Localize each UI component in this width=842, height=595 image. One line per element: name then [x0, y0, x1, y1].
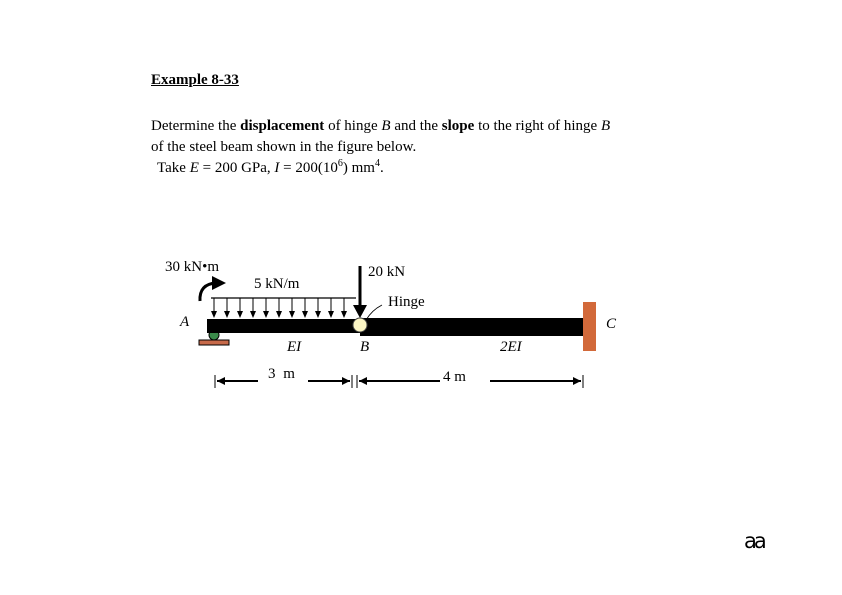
ei-right-label: 2EI — [500, 339, 522, 355]
hinge-label: Hinge — [388, 294, 425, 310]
keyword-slope: slope — [441, 118, 475, 134]
moment-arrowhead — [212, 276, 226, 290]
ei-left-label: EI — [287, 339, 302, 355]
hinge-leader — [366, 305, 382, 320]
distributed-load-arrows — [211, 298, 347, 318]
support-c-label: C — [606, 316, 617, 332]
ground-plate — [199, 340, 229, 345]
distributed-load-label: 5 kN/m — [254, 276, 300, 292]
problem-line-2: of the steel beam shown in the figure below. — [151, 139, 417, 155]
beam-segment-ab — [207, 319, 360, 333]
moment-label: 30 kN•m — [165, 259, 220, 275]
problem-line-3: Take E = 200 GPa, $I = 200(10^6)$ $mm^4$. — [157, 158, 384, 176]
dimension-right-label: 4 m — [443, 369, 466, 385]
keyword-displacement: displacement — [240, 118, 325, 134]
dimension-left-label: 3 m — [268, 366, 297, 382]
hinge-b-label: B — [360, 339, 370, 355]
beam-segment-bc — [360, 318, 584, 336]
footer-mark: aa — [744, 529, 764, 553]
fixed-wall-c — [583, 302, 596, 351]
problem-line-1: Determine the displacement of hinge B and the slope to the right of hinge B — [151, 118, 611, 134]
point-load-label: 20 kN — [368, 264, 406, 280]
support-a-label: A — [180, 314, 190, 330]
example-title: Example 8-33 — [151, 72, 239, 88]
point-load-arrowhead — [353, 305, 367, 318]
hinge-b — [353, 318, 367, 332]
